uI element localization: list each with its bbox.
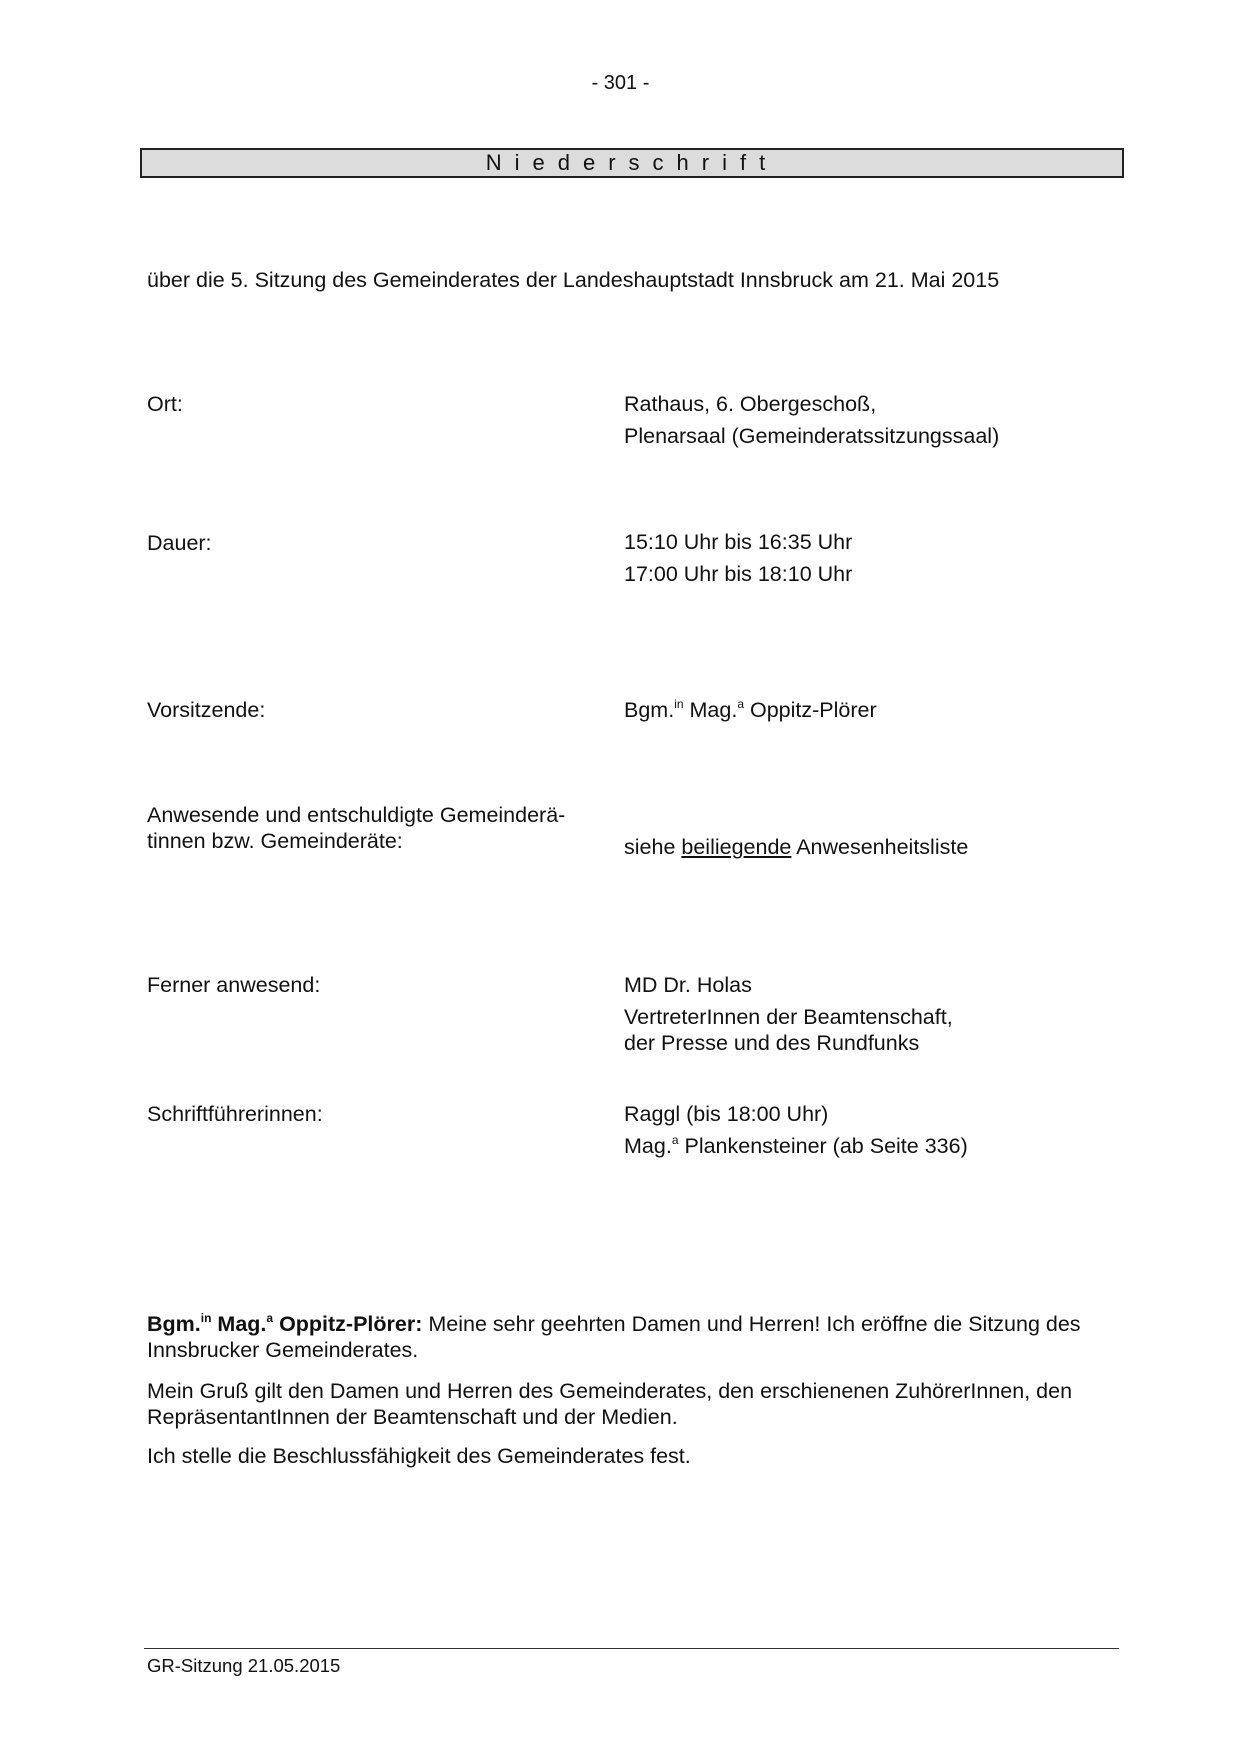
schrift-value <box>624 1098 968 1162</box>
ort-value <box>624 388 999 452</box>
vorsitzende-value <box>624 697 877 723</box>
anwesende-label-line-1: Anwesende und entschuldigte Gemeinderä- <box>147 803 566 827</box>
speaker-title-1: Bgm. <box>147 1312 201 1336</box>
schrift-line-2-rest: Plankensteiner (ab Seite 336) <box>684 1134 968 1158</box>
vorsitzende-title-2: Mag. <box>689 698 738 722</box>
ferner-line-3: der Presse und des Rundfunks <box>624 1031 920 1055</box>
footer-divider <box>144 1648 1119 1649</box>
speaker-sup-1: in <box>200 1311 212 1325</box>
anwesende-value-link: beiliegende <box>681 835 792 859</box>
speech-paragraph-3: Ich stelle die Beschlussfähigkeit des Gemeinderates fest. <box>147 1444 691 1468</box>
dauer-line-2: 17:00 Uhr bis 18:10 Uhr <box>624 562 853 586</box>
page-number: - 301 - <box>591 72 650 94</box>
ort-line-2: Plenarsaal (Gemeinderatssitzungssaal) <box>624 424 1000 448</box>
vorsitzende-name: Oppitz-Plörer <box>750 698 877 722</box>
ferner-line-2: VertreterInnen der Beamtenschaft, <box>624 1005 953 1029</box>
dauer-line-1: 15:10 Uhr bis 16:35 Uhr <box>624 530 853 554</box>
vorsitzende-sup-1: in <box>674 697 684 711</box>
speaker-surname: Oppitz-Plörer: <box>279 1312 423 1336</box>
speaker-name <box>147 1312 422 1336</box>
anwesende-value <box>624 834 968 860</box>
vorsitzende-title-1: Bgm. <box>624 698 675 722</box>
document-title: Niederschrift <box>485 150 779 175</box>
vorsitzende-sup-2: a <box>737 697 745 711</box>
dauer-label: Dauer: <box>147 531 212 555</box>
ort-line-1: Rathaus, 6. Obergeschoß, <box>624 392 877 416</box>
ferner-line-1: MD Dr. Holas <box>624 973 752 997</box>
schrift-line-2 <box>624 1130 968 1162</box>
document-title-box <box>140 148 1124 178</box>
speech-paragraph-2: Mein Gruß gilt den Damen und Herren des Gemeinderates, den erschienenen ZuhörerInnen, den RepräsentantInnen der Beamtenschaft und der Medien. <box>147 1379 1073 1429</box>
intro-text: über die 5. Sitzung des Gemeinderates der Landeshauptstadt Innsbruck am 21. Mai 2015 <box>147 268 1000 292</box>
dauer-value <box>624 526 852 590</box>
speaker-sup-2: a <box>266 1311 274 1325</box>
ort-label: Ort: <box>147 392 183 416</box>
speaker-title-2: Mag. <box>217 1312 267 1336</box>
anwesende-label <box>147 802 565 854</box>
anwesende-label-line-2: tinnen bzw. Gemeinderäte: <box>147 829 403 853</box>
footer-text: GR-Sitzung 21.05.2015 <box>147 1655 341 1676</box>
schrift-line-2-sup: a <box>671 1133 679 1147</box>
anwesende-value-pre: siehe <box>624 835 676 859</box>
anwesende-value-post: Anwesenheitsliste <box>796 835 969 859</box>
speech-p1-text: Meine sehr geehrten Damen und Herren! Ich eröffne die Sitzung des Innsbrucker Gemeinderates. <box>147 1312 1081 1362</box>
ferner-value <box>624 972 953 1056</box>
schrift-label: Schriftführerinnen: <box>147 1102 323 1126</box>
schrift-line-1: Raggl (bis 18:00 Uhr) <box>624 1102 829 1126</box>
ferner-label: Ferner anwesend: <box>147 973 321 997</box>
schrift-line-2-title: Mag. <box>624 1134 672 1158</box>
speech-paragraph-1 <box>147 1311 1107 1363</box>
vorsitzende-label: Vorsitzende: <box>147 698 266 722</box>
